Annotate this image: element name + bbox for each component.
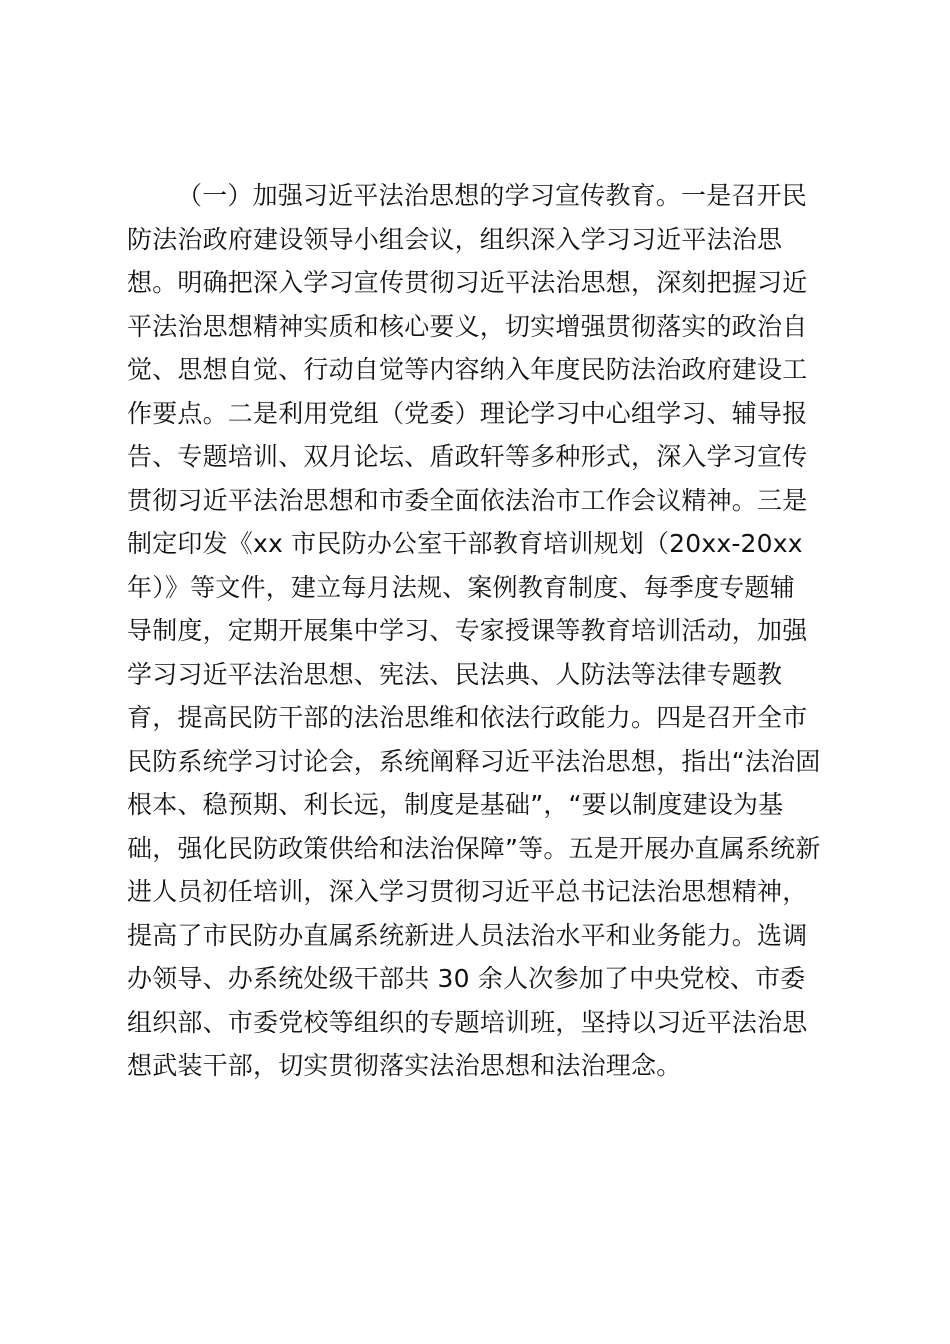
paragraph-line: 础，强化民防政策供给和法治保障”等。五是开展办直属系统新 xyxy=(127,833,821,863)
paragraph-line: 贯彻习近平法治思想和市委全面依法治市工作会议精神。三是 xyxy=(127,485,808,515)
paragraph-line: 进人员初任培训，深入学习贯彻习近平总书记法治思想精神， xyxy=(127,877,808,906)
paragraph-line: 学习习近平法治思想、宪法、民法典、人防法等法律专题教 xyxy=(127,659,783,689)
paragraph-line: 育，提高民防干部的法治思维和依法行政能力。四是召开全市 xyxy=(127,703,808,732)
paragraph-line: （一）加强习近平法治思想的学习宣传教育。一是召开民 xyxy=(177,181,808,210)
paragraph-line: 想。明确把深入学习宣传贯彻习近平法治思想，深刻把握习近 xyxy=(127,268,808,297)
paragraph-line: 组织部、市委党校等组织的专题培训班，坚持以习近平法治思 xyxy=(127,1007,808,1037)
paragraph-line: 民防系统学习讨论会，系统阐释习近平法治思想，指出“法治固 xyxy=(127,746,821,776)
paragraph-line: 告、专题培训、双月论坛、盾政轩等多种形式，深入学习宣传 xyxy=(127,442,808,471)
paragraph-line: 想武装干部，切实贯彻落实法治思想和法治理念。 xyxy=(127,1051,682,1080)
paragraph-line: 平法治思想精神实质和核心要义，切实增强贯彻落实的政治自 xyxy=(127,311,808,341)
paragraph-line: 作要点。二是利用党组（党委）理论学习中心组学习、辅导报 xyxy=(127,398,808,428)
paragraph-line: 觉、思想自觉、行动自觉等内容纳入年度民防法治政府建设工 xyxy=(127,355,808,384)
body-paragraph xyxy=(127,174,835,1088)
paragraph-line: 制定印发《xx 市民防办公室干部教育培训规划（20xx-20xx xyxy=(127,529,803,558)
paragraph-line: 办领导、办系统处级干部共 30 余人次参加了中央党校、市委 xyxy=(127,964,806,993)
paragraph-line: 提高了市民防办直属系统新进人员法治水平和业务能力。选调 xyxy=(127,920,808,950)
paragraph-line: 年）》等文件，建立每月法规、案例教育制度、每季度专题辅 xyxy=(127,572,795,602)
paragraph-line: 防法治政府建设领导小组会议，组织深入学习习近平法治思 xyxy=(127,224,783,254)
paragraph-line: 根本、稳预期、利长远，制度是基础”，“要以制度建设为基 xyxy=(127,790,784,819)
paragraph-line: 导制度，定期开展集中学习、专家授课等教育培训活动，加强 xyxy=(127,616,808,645)
